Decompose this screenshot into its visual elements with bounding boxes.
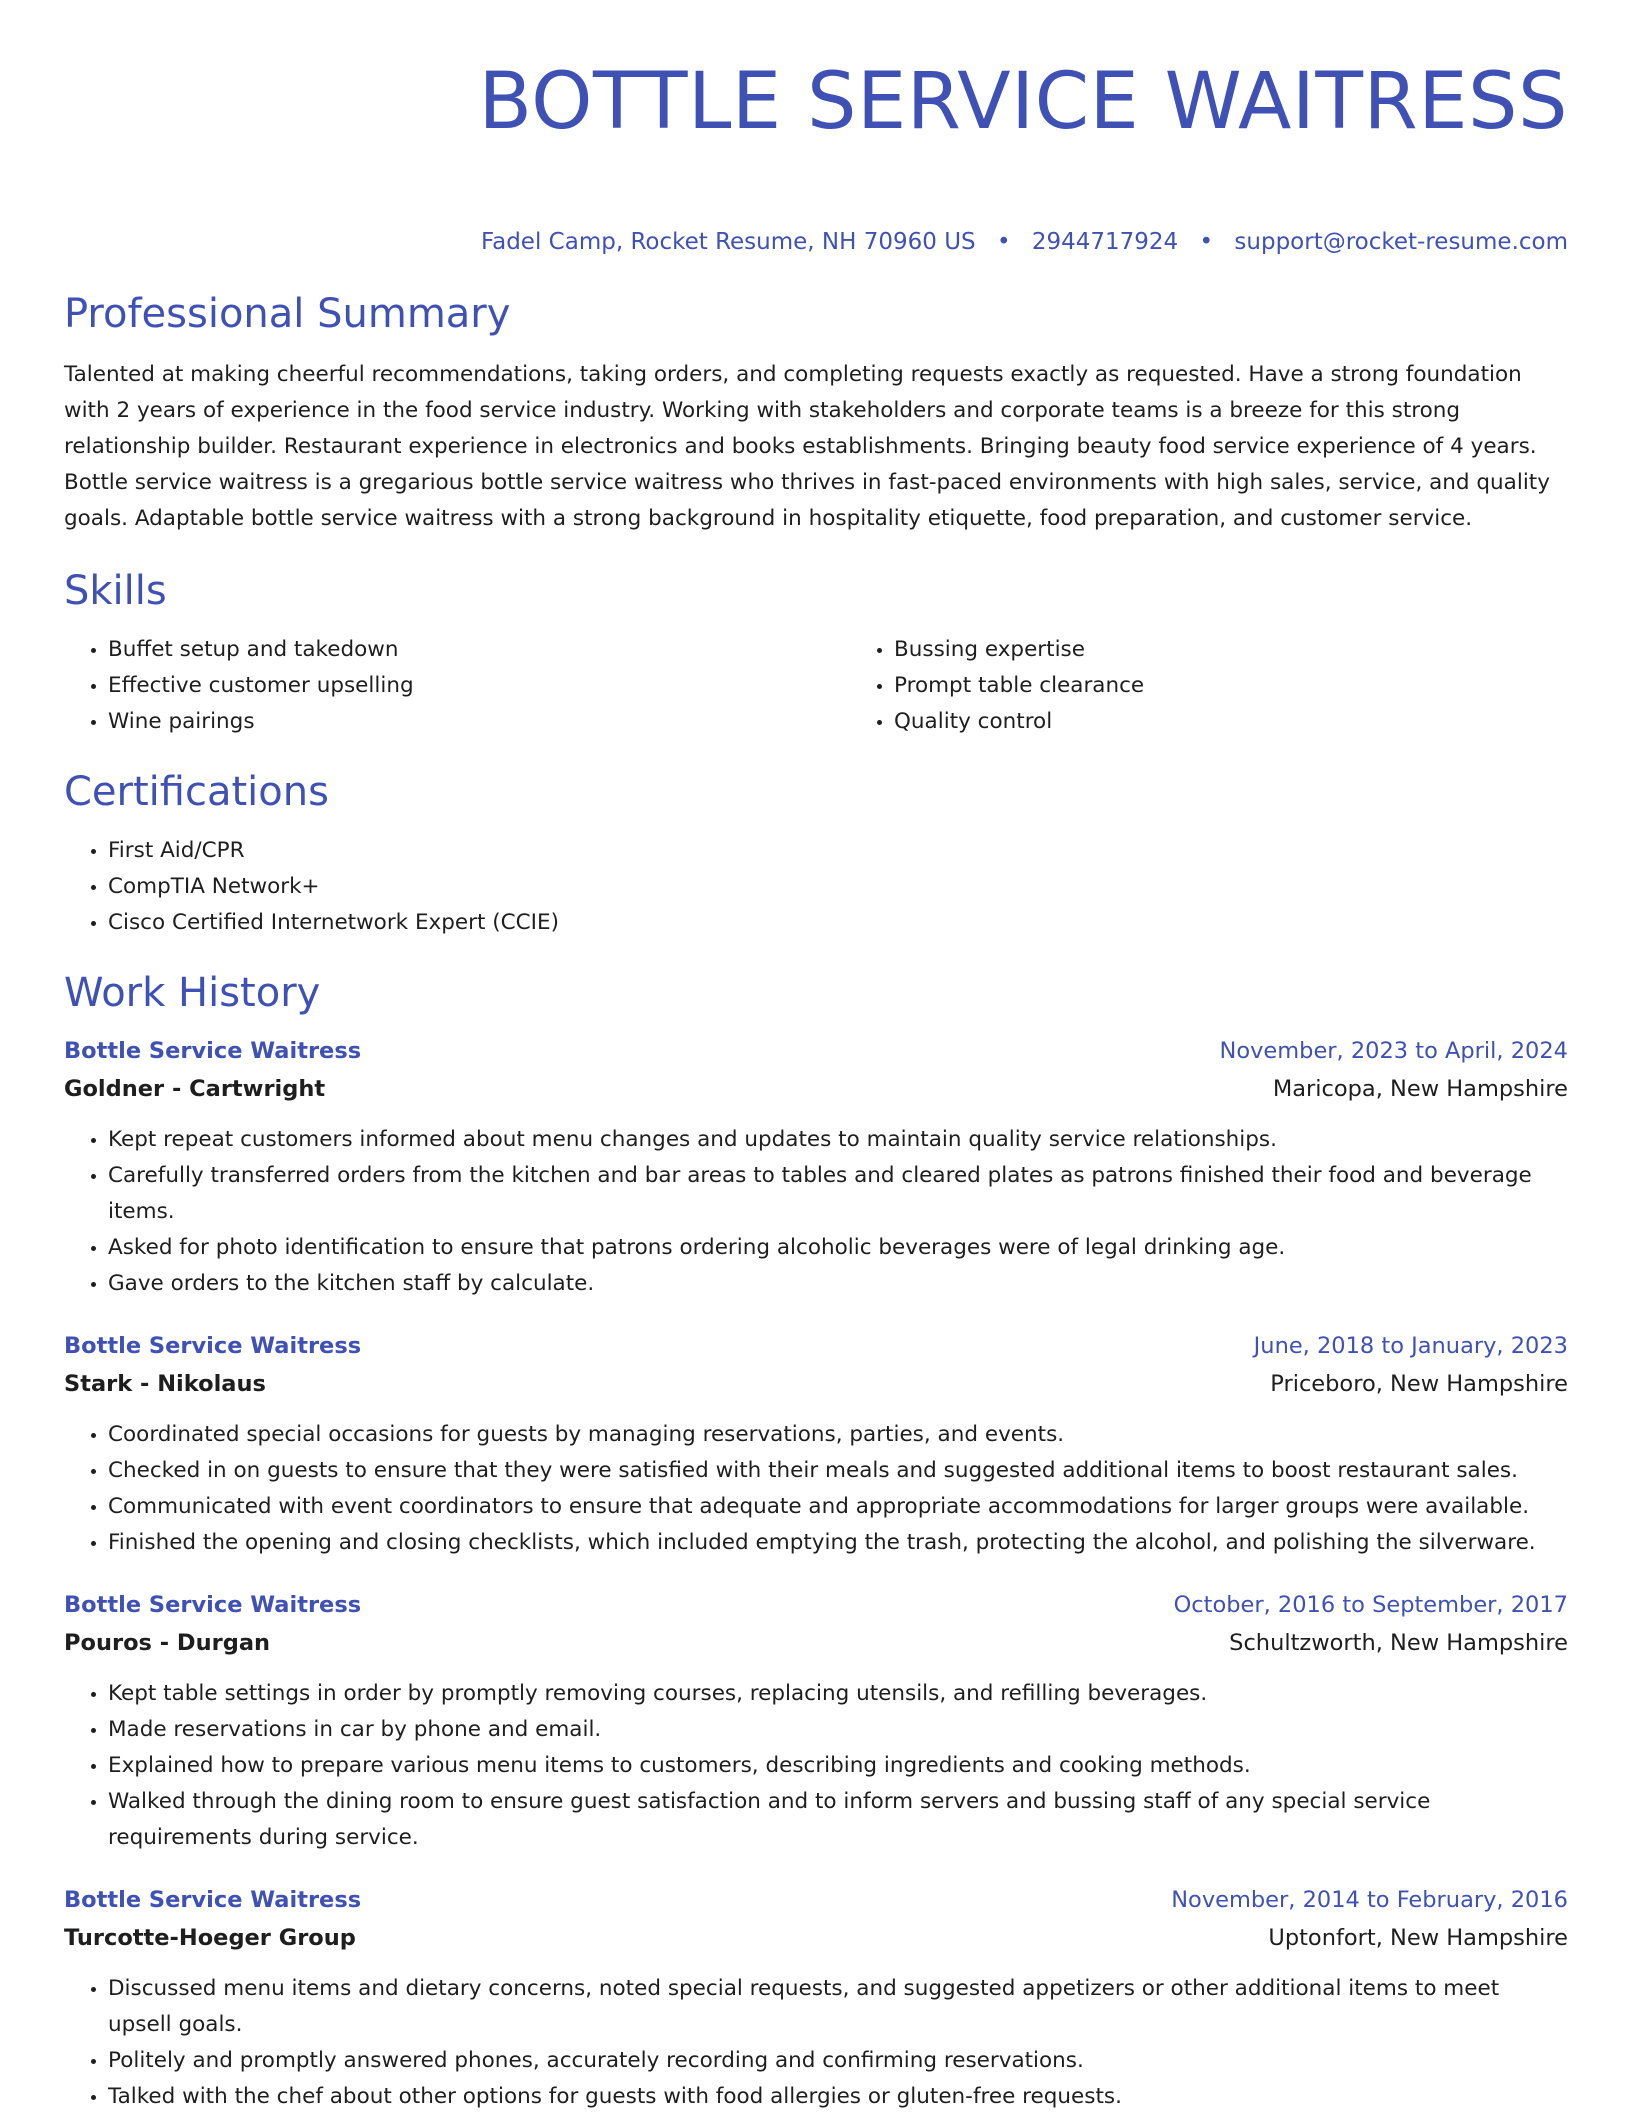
job-title: Bottle Service Waitress bbox=[64, 1887, 362, 1913]
work-history-section bbox=[64, 967, 1568, 2115]
summary-section bbox=[64, 288, 1568, 537]
job-entry bbox=[64, 1882, 1568, 2115]
job-entry bbox=[64, 1587, 1568, 1856]
job-bullet: • Made reservations in car by phone and email. bbox=[108, 1712, 1568, 1748]
job-bullet: • Asked for photo identification to ensure that patrons ordering alcoholic beverages were of legal drinking age. bbox=[108, 1230, 1568, 1266]
email-link[interactable]: support@rocket-resume.com bbox=[1234, 229, 1568, 255]
job-subheader bbox=[64, 1071, 1568, 1107]
job-dates: November, 2023 to April, 2024 bbox=[1219, 1038, 1568, 1064]
job-bullet: • Discussed menu items and dietary concerns, noted special requests, and suggested appetizers or other additional items to meet upsell goals. bbox=[108, 1971, 1568, 2043]
skills-list-left bbox=[64, 632, 850, 740]
candidate-name: BOTTLE SERVICE WAITRESS bbox=[478, 57, 1568, 147]
certifications-list bbox=[64, 833, 1568, 941]
address: Fadel Camp, Rocket Resume, NH 70960 US bbox=[481, 229, 976, 255]
job-bullet: • Kept table settings in order by promptly removing courses, replacing utensils, and refilling beverages. bbox=[108, 1676, 1568, 1712]
job-location: Uptonfort, New Hampshire bbox=[1268, 1925, 1568, 1951]
job-title: Bottle Service Waitress bbox=[64, 1592, 362, 1618]
section-title-summary: Professional Summary bbox=[64, 291, 511, 337]
job-subheader bbox=[64, 1625, 1568, 1661]
skill-item: • Prompt table clearance bbox=[894, 668, 1568, 704]
job-location: Priceboro, New Hampshire bbox=[1270, 1371, 1568, 1397]
skills-list-right bbox=[850, 632, 1568, 740]
job-header bbox=[64, 1328, 1568, 1364]
separator-dot: • bbox=[1199, 229, 1214, 255]
skills-section bbox=[64, 565, 1568, 740]
skills-columns bbox=[64, 632, 1568, 740]
phone: 2944717924 bbox=[1031, 229, 1179, 255]
job-company: Goldner - Cartwright bbox=[64, 1076, 326, 1102]
job-bullets bbox=[64, 1971, 1568, 2115]
contact-line bbox=[64, 226, 1568, 258]
skill-item: • Bussing expertise bbox=[894, 632, 1568, 668]
job-bullet: • Explained how to prepare various menu items to customers, describing ingredients and cooking methods. bbox=[108, 1748, 1568, 1784]
job-header bbox=[64, 1033, 1568, 1069]
job-bullet: • Talked with the chef about other options for guests with food allergies or gluten-free requests. bbox=[108, 2079, 1568, 2115]
job-bullet: • Coordinated special occasions for guests by managing reservations, parties, and events. bbox=[108, 1417, 1568, 1453]
job-bullet: • Finished the opening and closing checklists, which included emptying the trash, protecting the alcohol, and polishing the silverware. bbox=[108, 1525, 1568, 1561]
job-bullet: • Gave orders to the kitchen staff by calculate. bbox=[108, 1266, 1568, 1302]
job-title: Bottle Service Waitress bbox=[64, 1333, 362, 1359]
certification-item: • CompTIA Network+ bbox=[108, 869, 1568, 905]
job-bullet: • Checked in on guests to ensure that they were satisfied with their meals and suggested additional items to boost restaurant sales. bbox=[108, 1453, 1568, 1489]
summary-text: Talented at making cheerful recommendations, taking orders, and completing requests exactly as requested. Have a strong foundation with 2 years of experience in the food service industry. Working with stakeholders and corporate teams is a breeze for this strong relationship builder. Restaurant experience in electronics and books establishments. Bringing beauty food service experience of 4 years. Bottle service waitress is a gregarious bottle service waitress who thrives in fast-paced environments with high sales, service, and quality goals. Adaptable bottle service waitress with a strong background in hospitality etiquette, food preparation, and customer service. bbox=[64, 362, 1550, 531]
job-location: Maricopa, New Hampshire bbox=[1272, 1076, 1568, 1102]
job-bullet: • Politely and promptly answered phones, accurately recording and confirming reservations. bbox=[108, 2043, 1568, 2079]
section-title-skills: Skills bbox=[64, 568, 167, 614]
job-bullets bbox=[64, 1417, 1568, 1561]
job-company: Turcotte-Hoeger Group bbox=[64, 1925, 356, 1951]
job-entry bbox=[64, 1328, 1568, 1561]
skill-item: • Wine pairings bbox=[108, 704, 850, 740]
job-header bbox=[64, 1587, 1568, 1623]
separator-dot: • bbox=[996, 229, 1011, 255]
job-company: Pouros - Durgan bbox=[64, 1630, 271, 1656]
job-subheader bbox=[64, 1366, 1568, 1402]
job-bullet: • Carefully transferred orders from the kitchen and bar areas to tables and cleared plates as patrons finished their food and beverage items. bbox=[108, 1158, 1568, 1230]
certification-item: • First Aid/CPR bbox=[108, 833, 1568, 869]
job-company: Stark - Nikolaus bbox=[64, 1371, 266, 1397]
job-bullets bbox=[64, 1122, 1568, 1302]
skill-item: • Effective customer upselling bbox=[108, 668, 850, 704]
skill-item: • Quality control bbox=[894, 704, 1568, 740]
job-bullet: • Kept repeat customers informed about menu changes and updates to maintain quality service relationships. bbox=[108, 1122, 1568, 1158]
job-bullet: • Communicated with event coordinators to ensure that adequate and appropriate accommodations for larger groups were available. bbox=[108, 1489, 1568, 1525]
job-title: Bottle Service Waitress bbox=[64, 1038, 362, 1064]
job-location: Schultzworth, New Hampshire bbox=[1229, 1630, 1568, 1656]
job-subheader bbox=[64, 1920, 1568, 1956]
certification-item: • Cisco Certified Internetwork Expert (CCIE) bbox=[108, 905, 1568, 941]
job-header bbox=[64, 1882, 1568, 1918]
job-dates: October, 2016 to September, 2017 bbox=[1173, 1592, 1568, 1618]
section-title-work-history: Work History bbox=[64, 970, 321, 1016]
job-bullet: • Walked through the dining room to ensure guest satisfaction and to inform servers and bussing staff of any special service requirements during service. bbox=[108, 1784, 1568, 1856]
skill-item: • Buffet setup and takedown bbox=[108, 632, 850, 668]
job-dates: November, 2014 to February, 2016 bbox=[1171, 1887, 1568, 1913]
job-dates: June, 2018 to January, 2023 bbox=[1253, 1333, 1568, 1359]
section-title-certifications: Certifications bbox=[64, 769, 329, 815]
certifications-section bbox=[64, 766, 1568, 941]
job-bullets bbox=[64, 1676, 1568, 1856]
job-entry bbox=[64, 1033, 1568, 1302]
